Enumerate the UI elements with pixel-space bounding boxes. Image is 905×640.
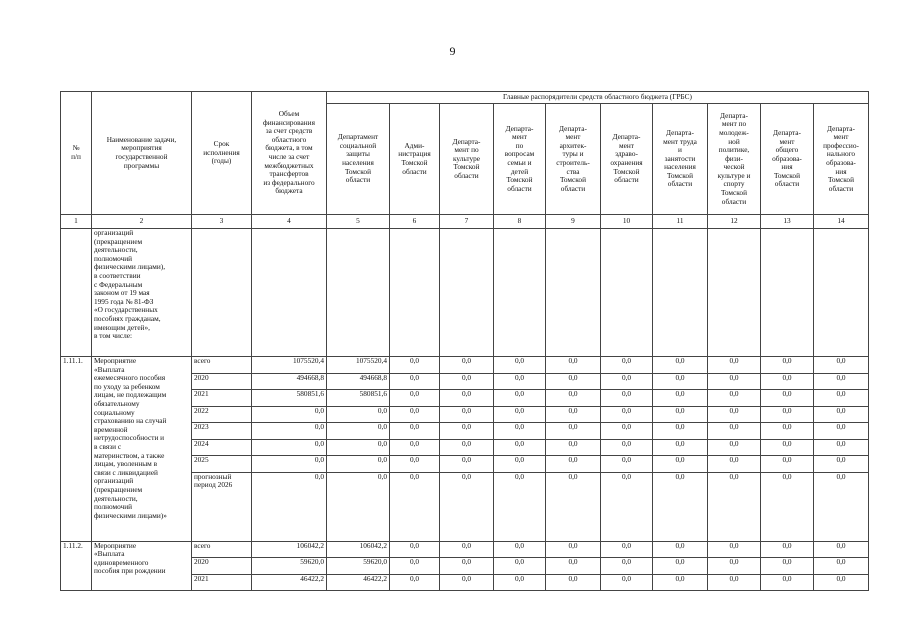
- value-cell: 0,0: [494, 472, 546, 541]
- value-cell: 0,0: [440, 574, 494, 591]
- value-cell: 0,0: [390, 423, 440, 440]
- value-cell: 0,0: [814, 574, 869, 591]
- column-number: 1: [61, 215, 92, 229]
- value-cell: 0,0: [327, 456, 390, 473]
- value-cell: 0,0: [708, 390, 761, 407]
- value-cell: 0,0: [494, 541, 546, 558]
- value-cell: 0,0: [440, 373, 494, 390]
- value-cell: 0,0: [390, 390, 440, 407]
- header-grbs-group: Главные распорядители средств областного бюджета (ГРБС): [327, 92, 869, 104]
- total-cell: 46422,2: [252, 574, 327, 591]
- value-cell: 0,0: [390, 439, 440, 456]
- value-cell: 0,0: [440, 541, 494, 558]
- value-cell: 0,0: [327, 406, 390, 423]
- value-cell: 0,0: [653, 406, 708, 423]
- value-cell: 0,0: [814, 406, 869, 423]
- value-cell: 0,0: [494, 357, 546, 374]
- value-cell: 0,0: [814, 541, 869, 558]
- value-cell: 0,0: [546, 373, 601, 390]
- total-cell: 59620,0: [252, 558, 327, 575]
- total-cell: 106042,2: [252, 541, 327, 558]
- value-cell: 0,0: [601, 406, 653, 423]
- column-number: 14: [814, 215, 869, 229]
- value-cell: 0,0: [708, 574, 761, 591]
- value-cell: 0,0: [601, 558, 653, 575]
- value-cell: 0,0: [390, 373, 440, 390]
- column-number: 7: [440, 215, 494, 229]
- value-cell: 0,0: [494, 574, 546, 591]
- value-cell: 0,0: [601, 472, 653, 541]
- value-cell: 0,0: [440, 406, 494, 423]
- value-cell: 0,0: [653, 456, 708, 473]
- column-number: 4: [252, 215, 327, 229]
- measure-number: 1.11.1.: [61, 357, 92, 542]
- period-cell: всего: [192, 541, 252, 558]
- value-cell: 46422,2: [327, 574, 390, 591]
- value-cell: 0,0: [494, 456, 546, 473]
- total-cell: 0,0: [252, 472, 327, 541]
- column-number: 5: [327, 215, 390, 229]
- value-cell: 0,0: [653, 541, 708, 558]
- value-cell: 59620,0: [327, 558, 390, 575]
- value-cell: 0,0: [653, 357, 708, 374]
- value-cell: 0,0: [761, 472, 814, 541]
- value-cell: 0,0: [494, 390, 546, 407]
- header-total: Объем финансирования за счет средств областного бюджета, в том числе за счет межбюджетных трансфертов из федерального бюджета: [252, 92, 327, 215]
- value-cell: 0,0: [390, 574, 440, 591]
- value-cell: 0,0: [761, 390, 814, 407]
- table-row: [61, 541, 869, 558]
- value-cell: 0,0: [653, 439, 708, 456]
- value-cell: 0,0: [601, 390, 653, 407]
- value-cell: 0,0: [546, 439, 601, 456]
- total-cell: 0,0: [252, 406, 327, 423]
- value-cell: 0,0: [494, 439, 546, 456]
- value-cell: 580851,6: [327, 390, 390, 407]
- value-cell: 0,0: [601, 423, 653, 440]
- period-cell: 2020: [192, 558, 252, 575]
- value-cell: 0,0: [601, 373, 653, 390]
- value-cell: 0,0: [761, 574, 814, 591]
- value-cell: 0,0: [440, 357, 494, 374]
- value-cell: 0,0: [653, 373, 708, 390]
- value-cell: 0,0: [390, 406, 440, 423]
- value-cell: 0,0: [761, 373, 814, 390]
- value-cell: 0,0: [601, 357, 653, 374]
- value-cell: 0,0: [708, 558, 761, 575]
- continuation-text: организаций (прекращением деятельности, полномочий физическими лицами), в соответствии с Федеральным законом от 19 мая 1995 года № 81-ФЗ «О государственных пособиях гражданам, имеющим детей», в том числе:: [92, 229, 192, 357]
- value-cell: 0,0: [761, 423, 814, 440]
- header-dept-general-edu: Департа- мент общего образова- ния Томской области: [761, 104, 814, 215]
- value-cell: 1075520,4: [327, 357, 390, 374]
- value-cell: 106042,2: [327, 541, 390, 558]
- period-cell: 2021: [192, 574, 252, 591]
- value-cell: 0,0: [708, 406, 761, 423]
- value-cell: 0,0: [708, 472, 761, 541]
- measure-number: 1.11.2.: [61, 541, 92, 591]
- period-cell: 2023: [192, 423, 252, 440]
- header-dept-social: Департамент социальной защиты населения Томской области: [327, 104, 390, 215]
- value-cell: 0,0: [546, 558, 601, 575]
- header-num: № п/п: [61, 92, 92, 215]
- table-row: [61, 357, 869, 374]
- total-cell: 1075520,4: [252, 357, 327, 374]
- column-number: 12: [708, 215, 761, 229]
- column-number: 13: [761, 215, 814, 229]
- column-numbers-row: [61, 215, 869, 229]
- value-cell: 0,0: [327, 472, 390, 541]
- value-cell: 0,0: [601, 574, 653, 591]
- value-cell: 0,0: [440, 439, 494, 456]
- value-cell: 0,0: [653, 472, 708, 541]
- value-cell: 0,0: [761, 439, 814, 456]
- period-cell: 2024: [192, 439, 252, 456]
- header-dept-architecture: Департа- мент архитек- туры и строитель- ства Томской области: [546, 104, 601, 215]
- value-cell: 0,0: [761, 541, 814, 558]
- header-dept-prof-edu: Департа- мент профессио- нального образова- ния Томской области: [814, 104, 869, 215]
- value-cell: 0,0: [708, 456, 761, 473]
- column-number: 8: [494, 215, 546, 229]
- value-cell: 0,0: [761, 406, 814, 423]
- column-number: 11: [653, 215, 708, 229]
- value-cell: 0,0: [653, 423, 708, 440]
- value-cell: 0,0: [601, 439, 653, 456]
- column-number: 10: [601, 215, 653, 229]
- column-number: 2: [92, 215, 192, 229]
- value-cell: 0,0: [390, 541, 440, 558]
- column-number: 3: [192, 215, 252, 229]
- total-cell: 0,0: [252, 439, 327, 456]
- value-cell: 0,0: [761, 558, 814, 575]
- value-cell: 0,0: [708, 357, 761, 374]
- value-cell: 0,0: [440, 390, 494, 407]
- value-cell: 0,0: [708, 541, 761, 558]
- value-cell: 0,0: [327, 439, 390, 456]
- period-cell: 2022: [192, 406, 252, 423]
- value-cell: 0,0: [390, 558, 440, 575]
- value-cell: 0,0: [814, 357, 869, 374]
- column-number: 6: [390, 215, 440, 229]
- value-cell: 0,0: [494, 423, 546, 440]
- value-cell: 0,0: [546, 472, 601, 541]
- value-cell: 0,0: [546, 541, 601, 558]
- value-cell: 0,0: [390, 472, 440, 541]
- header-period: Срок исполнения (годы): [192, 92, 252, 215]
- value-cell: 0,0: [494, 373, 546, 390]
- value-cell: 0,0: [708, 373, 761, 390]
- value-cell: 0,0: [814, 373, 869, 390]
- value-cell: 0,0: [653, 558, 708, 575]
- value-cell: 0,0: [440, 456, 494, 473]
- value-cell: 0,0: [601, 541, 653, 558]
- period-cell: 2021: [192, 390, 252, 407]
- value-cell: 0,0: [601, 456, 653, 473]
- total-cell: 0,0: [252, 423, 327, 440]
- value-cell: 0,0: [327, 423, 390, 440]
- value-cell: 0,0: [440, 472, 494, 541]
- page-number: 9: [449, 44, 456, 58]
- value-cell: 0,0: [494, 558, 546, 575]
- period-cell: 2020: [192, 373, 252, 390]
- header-dept-youth: Департа- мент по молодеж- ной политике, физи- ческой культуре и спорту Томской области: [708, 104, 761, 215]
- value-cell: 0,0: [390, 456, 440, 473]
- budget-table: [60, 91, 869, 591]
- value-cell: 0,0: [653, 390, 708, 407]
- continuation-row: [61, 229, 869, 357]
- value-cell: 0,0: [546, 423, 601, 440]
- header-administration: Адми- нистрация Томской области: [390, 104, 440, 215]
- column-number: 9: [546, 215, 601, 229]
- period-cell: всего: [192, 357, 252, 374]
- header-dept-health: Департа- мент здраво- охранения Томской области: [601, 104, 653, 215]
- value-cell: 0,0: [814, 456, 869, 473]
- period-cell: прогнозный период 2026: [192, 472, 252, 541]
- value-cell: 0,0: [814, 558, 869, 575]
- measure-name: Мероприятие «Выплата ежемесячного пособия по уходу за ребенком лицам, не подлежащим обязательному социальному страхованию на случай временной нетрудоспособности и в связи с материнством, а также лицам, уволенным в связи с ликвидацией организаций (прекращением деятельности, полномочий физическими лицами)»: [92, 357, 192, 542]
- measure-name: Мероприятие «Выплата единовременного пособия при рождении: [92, 541, 192, 591]
- continuation-num: [61, 229, 92, 357]
- value-cell: 0,0: [546, 357, 601, 374]
- value-cell: 0,0: [546, 406, 601, 423]
- value-cell: 0,0: [546, 456, 601, 473]
- total-cell: 580851,6: [252, 390, 327, 407]
- value-cell: 0,0: [546, 390, 601, 407]
- value-cell: 0,0: [814, 472, 869, 541]
- value-cell: 0,0: [814, 439, 869, 456]
- header-name: Наименование задачи, мероприятия государственной программы: [92, 92, 192, 215]
- value-cell: 0,0: [440, 423, 494, 440]
- value-cell: 0,0: [761, 357, 814, 374]
- period-cell: 2025: [192, 456, 252, 473]
- value-cell: 0,0: [440, 558, 494, 575]
- value-cell: 0,0: [494, 406, 546, 423]
- header-dept-culture: Департа- мент по культуре Томской области: [440, 104, 494, 215]
- value-cell: 0,0: [814, 423, 869, 440]
- value-cell: 0,0: [708, 439, 761, 456]
- value-cell: 0,0: [653, 574, 708, 591]
- value-cell: 0,0: [761, 456, 814, 473]
- total-cell: 0,0: [252, 456, 327, 473]
- value-cell: 0,0: [814, 390, 869, 407]
- header-dept-labor: Департа- мент труда и занятости населения Томской области: [653, 104, 708, 215]
- value-cell: 0,0: [546, 574, 601, 591]
- value-cell: 494668,8: [327, 373, 390, 390]
- header-dept-family: Департа- мент по вопросам семьи и детей Томской области: [494, 104, 546, 215]
- value-cell: 0,0: [708, 423, 761, 440]
- value-cell: 0,0: [390, 357, 440, 374]
- total-cell: 494668,8: [252, 373, 327, 390]
